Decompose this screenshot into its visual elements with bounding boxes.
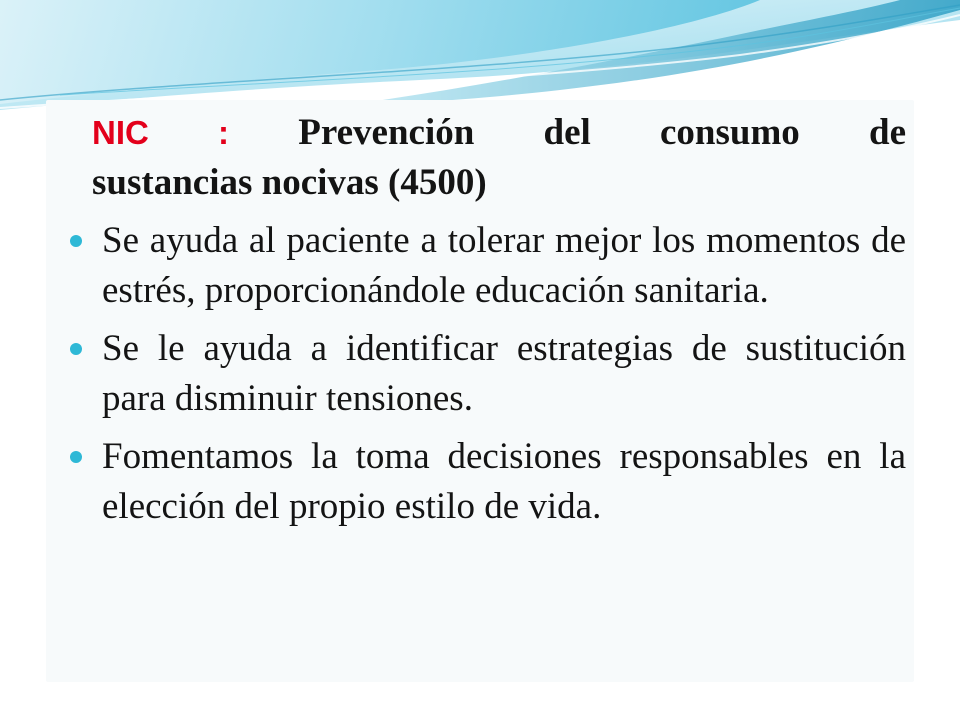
bullet-dot-icon bbox=[70, 451, 82, 463]
bullet-item bbox=[58, 324, 906, 424]
bullet-text: Se le ayuda a identificar estrategias de sustitución para disminuir tensiones. bbox=[102, 328, 906, 419]
slide-heading bbox=[58, 108, 906, 208]
text-area bbox=[58, 108, 906, 540]
bullet-text: Fomentamos la toma decisiones responsables en la elección del propio estilo de vida. bbox=[102, 436, 906, 527]
heading-line-2: sustancias nocivas (4500) bbox=[92, 162, 487, 203]
bullet-dot-icon bbox=[70, 343, 82, 355]
bullet-list bbox=[58, 216, 906, 532]
bullet-text: Se ayuda al paciente a tolerar mejor los momentos de estrés, proporcionándole educación sanitaria. bbox=[102, 220, 906, 311]
bullet-item bbox=[58, 216, 906, 316]
bullet-item bbox=[58, 432, 906, 532]
heading-title-part1: Prevención del consumo de bbox=[298, 112, 906, 153]
heading-line-1 bbox=[92, 108, 906, 158]
bullet-dot-icon bbox=[70, 235, 82, 247]
heading-prefix: NIC bbox=[92, 114, 149, 151]
heading-separator: : bbox=[218, 114, 230, 151]
